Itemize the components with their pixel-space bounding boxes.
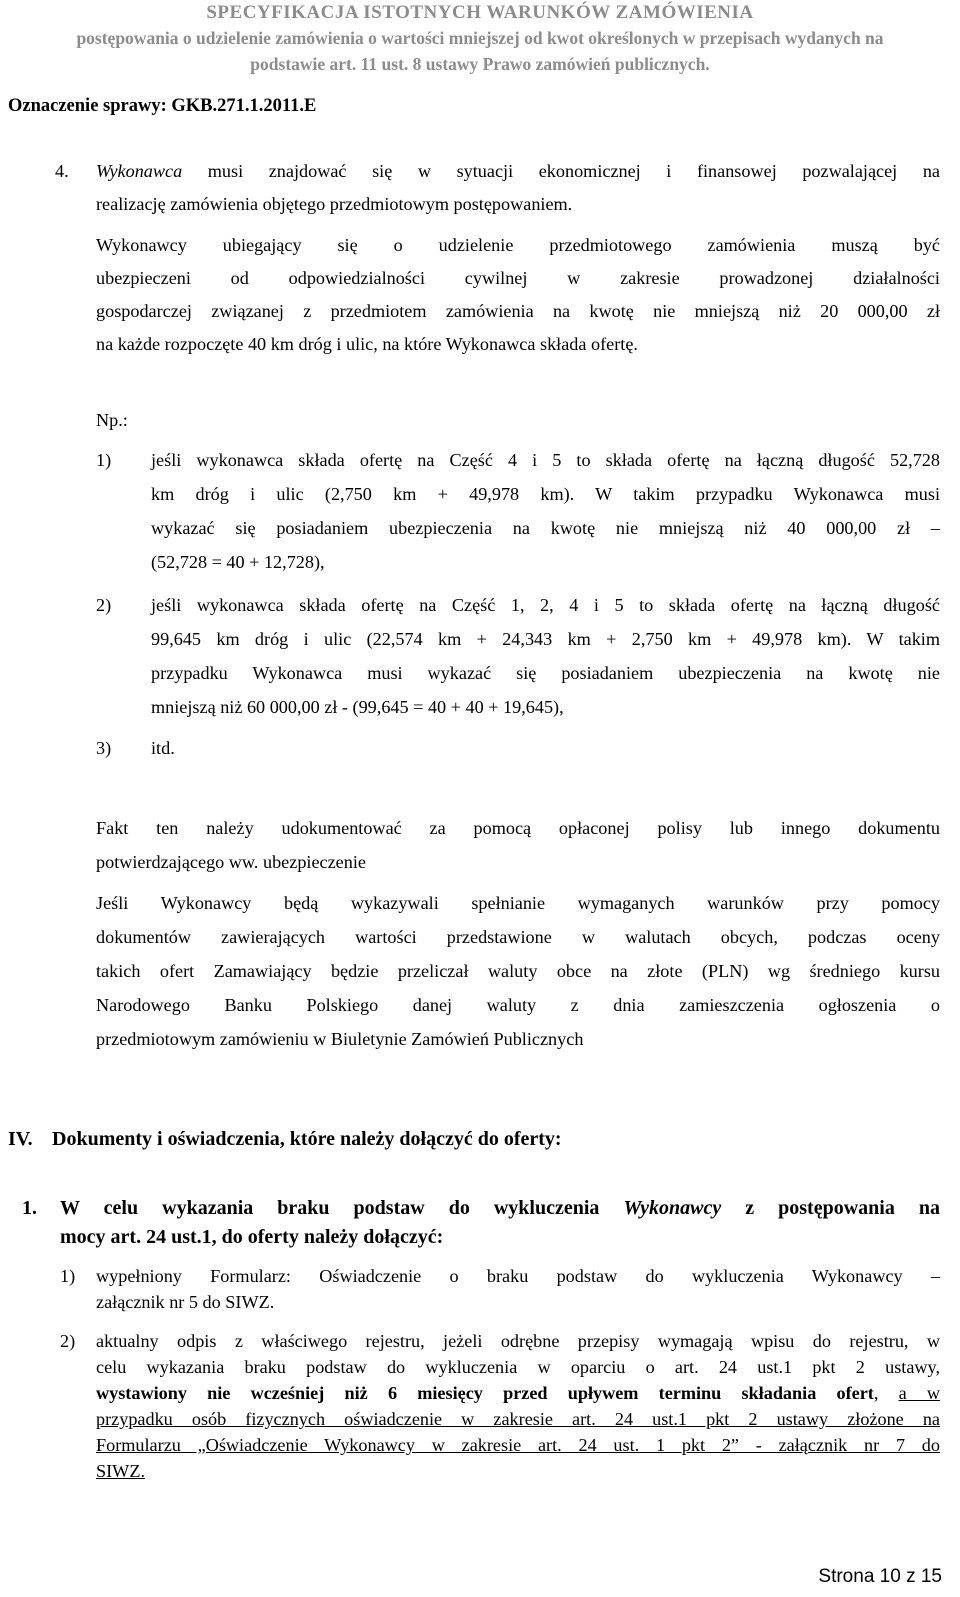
subitem-underlined-text: a w — [898, 1383, 940, 1403]
point4-line1-rest: musi znajdować się w sytuacji ekonomicznej i finansowej pozwalającej na — [182, 161, 940, 181]
example-number: 3) — [96, 738, 112, 758]
point4-lead: Wykonawca — [96, 161, 183, 181]
para-line: Wykonawcy ubiegający się o udzielenie przedmiotowego zamówienia muszą być — [96, 235, 940, 255]
subitem-plain-text: , — [873, 1383, 899, 1403]
example-line: jeśli wykonawca składa ofertę na Część 1, 2, 4 i 5 to składa ofertę na łączną długość — [151, 595, 940, 615]
point4-line1 — [96, 161, 940, 182]
subitem-line-underlined: przypadku osób fizycznych oświadczenie w zakresie art. 24 ust.1 pkt 2 ustawy złożone na — [96, 1409, 940, 1429]
section-number: IV. — [8, 1128, 33, 1150]
item1-line2: mocy art. 24 ust.1, do oferty należy dołączyć: — [60, 1226, 444, 1248]
example-line: itd. — [151, 738, 175, 758]
jesli-line: dokumentów zawierających wartości przedstawione w walutach obcych, podczas oceny — [96, 927, 940, 947]
item1-line1-italic: Wykonawcy — [623, 1197, 722, 1219]
subitem-line: załącznik nr 5 do SIWZ. — [96, 1292, 275, 1312]
subitem-line-underlined: Formularzu „Oświadczenie Wykonawcy w zakresie art. 24 ust. 1 pkt 2” - załącznik nr 7 do — [96, 1435, 940, 1455]
case-reference: Oznaczenie sprawy: GKB.271.1.2011.E — [8, 96, 317, 116]
example-line: jeśli wykonawca składa ofertę na Część 4 i 5 to składa ofertę na łączną długość 52,728 — [151, 450, 940, 470]
example-line: (52,728 = 40 + 12,728), — [151, 552, 325, 572]
para-line: na każde rozpoczęte 40 km dróg i ulic, na które Wykonawca składa ofertę. — [96, 334, 638, 354]
example-line: 99,645 km dróg i ulic (22,574 km + 24,343 km + 2,750 km + 49,978 km). W takim — [151, 629, 940, 649]
subitem-line: celu wykazania braku podstaw do wykluczenia w oparciu o art. 24 ust.1 pkt 2 ustawy, — [96, 1357, 940, 1377]
subitem-number: 1) — [60, 1266, 76, 1286]
item1-line1 — [60, 1197, 940, 1220]
point-number: 4. — [55, 161, 69, 181]
section-title: Dokumenty i oświadczenia, które należy dołączyć do oferty: — [52, 1128, 562, 1150]
example-number: 1) — [96, 450, 112, 470]
jesli-line: Jeśli Wykonawcy będą wykazywali spełnianie wymaganych warunków przy pomocy — [96, 893, 940, 913]
fakt-line: Fakt ten należy udokumentować za pomocą opłaconej polisy lub innego dokumentu — [96, 818, 940, 838]
subitem-line-underlined: SIWZ. — [96, 1461, 145, 1481]
example-number: 2) — [96, 595, 112, 615]
subitem-line: wypełniony Formularz: Oświadczenie o braku podstaw do wykluczenia Wykonawcy – — [96, 1266, 940, 1286]
jesli-line: przedmiotowym zamówieniu w Biuletynie Zamówień Publicznych — [96, 1029, 584, 1049]
example-label: Np.: — [96, 410, 128, 430]
example-line: wykazać się posiadaniem ubezpieczenia na kwotę nie mniejszą niż 40 000,00 zł – — [151, 518, 940, 538]
jesli-line: takich ofert Zamawiający będzie przeliczał waluty obce na złote (PLN) wg średniego kursu — [96, 961, 940, 981]
item-number: 1. — [22, 1197, 37, 1219]
document-title: SPECYFIKACJA ISTOTNYCH WARUNKÓW ZAMÓWIENIA — [206, 2, 754, 23]
document-subtitle-line2: podstawie art. 11 ust. 8 ustawy Prawo zamówień publicznych. — [250, 54, 710, 74]
subitem-line-bold — [96, 1383, 940, 1404]
example-line: przypadku Wykonawca musi wykazać się posiadaniem ubezpieczenia na kwotę nie — [151, 663, 940, 683]
item1-line1-b: z postępowania na — [721, 1197, 940, 1219]
para-line: gospodarczej związanej z przedmiotem zamówienia na kwotę nie mniejszą niż 20 000,00 zł — [96, 301, 940, 321]
example-line: mniejszą niż 60 000,00 zł - (99,645 = 40 + 40 + 19,645), — [151, 697, 564, 717]
document-subtitle-line1: postępowania o udzielenie zamówienia o wartości mniejszej od kwot określonych w przepisach wydanych na — [76, 28, 884, 48]
subitem-bold-text: wystawiony nie wcześniej niż 6 miesięcy przed upływem terminu składania ofert — [96, 1383, 874, 1403]
point4-line2: realizację zamówienia objętego przedmiotowym postępowaniem. — [96, 194, 573, 214]
example-line: km dróg i ulic (2,750 km + 49,978 km). W takim przypadku Wykonawca musi — [151, 484, 940, 504]
para-line: ubezpieczeni od odpowiedzialności cywilnej w zakresie prowadzonej działalności — [96, 268, 940, 288]
subitem-number: 2) — [60, 1331, 76, 1351]
jesli-line: Narodowego Banku Polskiego danej waluty z dnia zamieszczenia ogłoszenia o — [96, 995, 940, 1015]
page-number: Strona 10 z 15 — [818, 1566, 942, 1587]
item1-line1-a: W celu wykazania braku podstaw do wykluczenia — [60, 1197, 624, 1219]
subitem-line: aktualny odpis z właściwego rejestru, jeżeli odrębne przepisy wymagają wpisu do rejestru, w — [96, 1331, 940, 1351]
fakt-line: potwierdzającego ww. ubezpieczenie — [96, 852, 366, 872]
